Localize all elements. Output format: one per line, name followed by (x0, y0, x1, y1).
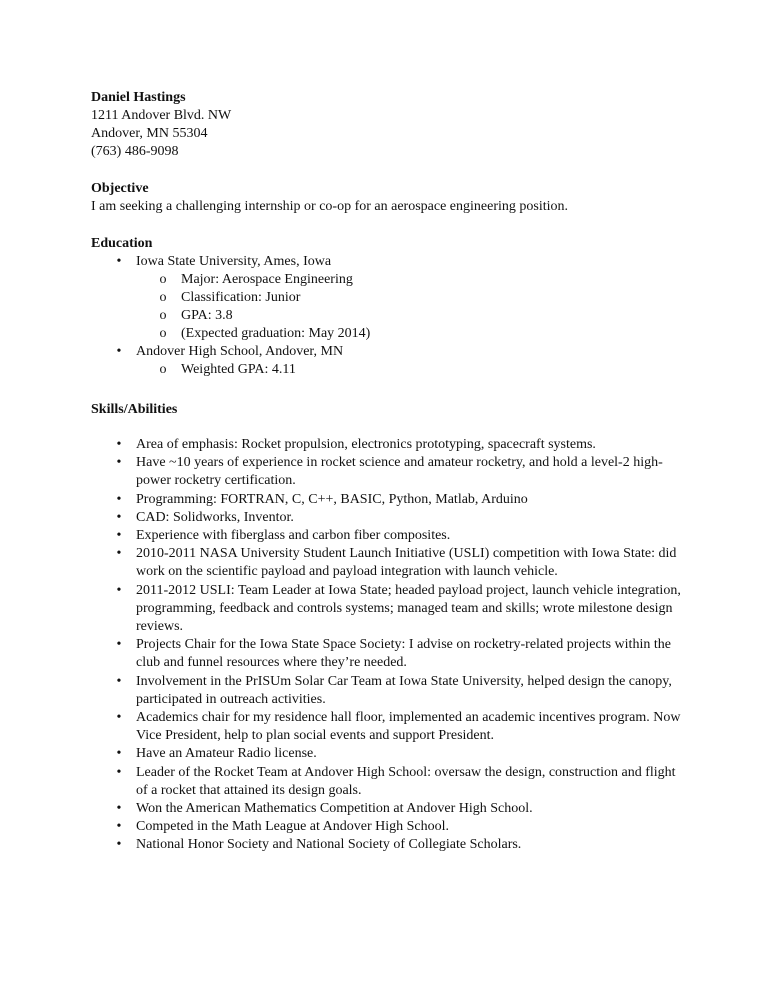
bullet-marker: • (116, 819, 122, 835)
school-detail-item (91, 289, 691, 307)
skill-text-line: Projects Chair for the Iowa State Space Society: I advise on rocketry-related projects within the (136, 637, 671, 653)
sub-bullet-marker: o (159, 362, 167, 377)
bullet-marker: • (116, 437, 122, 452)
bullet-marker: • (116, 509, 122, 525)
skill-text-line: power rocketry certification. (136, 473, 296, 489)
skill-text-line: National Honor Society and National Society of Collegiate Scholars. (136, 837, 522, 853)
skill-item (91, 582, 691, 637)
education-entry (91, 253, 691, 343)
skill-text-line: participated in outreach activities. (136, 691, 326, 707)
school-detail-item (91, 325, 691, 343)
sub-bullet-marker: o (159, 290, 167, 305)
skill-text-line: 2010-2011 NASA University Student Launch Initiative (USLI) competition with Iowa State: did (136, 546, 677, 562)
skill-item (91, 800, 691, 818)
bullet-marker: • (116, 673, 122, 689)
school-detail-text: Major: Aerospace Engineering (181, 272, 353, 287)
skill-item (91, 818, 691, 836)
objective-text: I am seeking a challenging internship or co-op for an aerospace engineering position. (91, 199, 569, 214)
skill-item (91, 836, 691, 854)
skill-text-line: Experience with fiberglass and carbon fiber composites. (136, 528, 451, 544)
skill-text-line: Vice President, help to plan social events and support President. (136, 728, 495, 744)
skill-text-line: Area of emphasis: Rocket propulsion, electronics prototyping, spacecraft systems. (136, 437, 596, 452)
skill-item (91, 673, 691, 709)
skill-text-line: work on the scientific payload and payload integration with launch vehicle. (136, 564, 558, 580)
skill-item (91, 491, 691, 509)
skill-text-line: club and funnel resources where they’re needed. (136, 655, 407, 671)
skill-text-line: programming, feedback and controls systems; managed team and skills; wrote milestone design (136, 600, 673, 616)
objective-heading: Objective (91, 181, 149, 196)
address-line-1: 1211 Andover Blvd. NW (91, 108, 232, 123)
skill-text-line: CAD: Solidworks, Inventor. (136, 509, 294, 525)
school-detail-item (91, 361, 691, 379)
sub-bullet-marker: o (159, 272, 167, 287)
bullet-marker: • (116, 254, 122, 269)
skill-item (91, 527, 691, 545)
skill-item (91, 745, 691, 763)
skills-heading: Skills/Abilities (91, 402, 178, 417)
school-details (136, 271, 691, 343)
bullet-marker: • (116, 801, 122, 817)
skill-item (91, 636, 691, 672)
education-section (91, 235, 691, 379)
school-detail-text: (Expected graduation: May 2014) (181, 326, 371, 341)
skill-text-line: Academics chair for my residence hall floor, implemented an academic incentives program. Now (136, 710, 681, 726)
bullet-marker: • (116, 546, 122, 562)
objective-section (91, 180, 691, 216)
skill-text-line: Leader of the Rocket Team at Andover High School: oversaw the design, construction and flight (136, 764, 676, 780)
school-detail-item (91, 271, 691, 289)
address-line-2: Andover, MN 55304 (91, 126, 208, 141)
skills-list (91, 436, 691, 855)
bullet-marker: • (116, 837, 122, 853)
bullet-marker: • (116, 344, 122, 359)
school-detail-item (91, 307, 691, 325)
skill-text-line: Have an Amateur Radio license. (136, 746, 317, 762)
skill-text-line: Involvement in the PrISUm Solar Car Team at Iowa State University, helped design the canopy, (136, 673, 672, 689)
school-details (136, 361, 691, 379)
skill-item (91, 454, 691, 490)
skill-text-line: reviews. (136, 619, 184, 635)
bullet-marker: • (116, 582, 122, 598)
school-detail-text: Classification: Junior (181, 290, 301, 305)
bullet-marker: • (116, 637, 122, 653)
school-detail-text: Weighted GPA: 4.11 (181, 362, 296, 377)
skill-text-line: Won the American Mathematics Competition at Andover High School. (136, 801, 533, 817)
skills-heading-block (91, 401, 691, 419)
school-name: Andover High School, Andover, MN (136, 344, 344, 359)
education-entry (91, 343, 691, 379)
contact-header (91, 89, 691, 161)
bullet-marker: • (116, 764, 122, 780)
sub-bullet-marker: o (159, 326, 167, 341)
candidate-name: Daniel Hastings (91, 90, 186, 105)
sub-bullet-marker: o (159, 308, 167, 323)
bullet-marker: • (116, 710, 122, 726)
skill-text-line: Programming: FORTRAN, C, C++, BASIC, Python, Matlab, Arduino (136, 491, 528, 507)
school-name: Iowa State University, Ames, Iowa (136, 254, 332, 269)
education-heading: Education (91, 236, 153, 251)
bullet-marker: • (116, 491, 122, 507)
bullet-marker: • (116, 528, 122, 544)
skill-text-line: of a rocket that attained its design goals. (136, 782, 362, 798)
education-list (91, 253, 691, 379)
phone-number: (763) 486-9098 (91, 144, 179, 159)
school-detail-text: GPA: 3.8 (181, 308, 233, 323)
skill-item (91, 709, 691, 745)
bullet-marker: • (116, 455, 122, 471)
skill-item (91, 436, 691, 454)
bullet-marker: • (116, 746, 122, 762)
skill-item (91, 764, 691, 800)
skill-text-line: 2011-2012 USLI: Team Leader at Iowa State; headed payload project, launch vehicle integration, (136, 582, 681, 598)
skill-item (91, 509, 691, 527)
skill-text-line: Competed in the Math League at Andover High School. (136, 819, 449, 835)
skill-item (91, 545, 691, 581)
skill-text-line: Have ~10 years of experience in rocket science and amateur rocketry, and hold a level-2 high- (136, 455, 663, 471)
